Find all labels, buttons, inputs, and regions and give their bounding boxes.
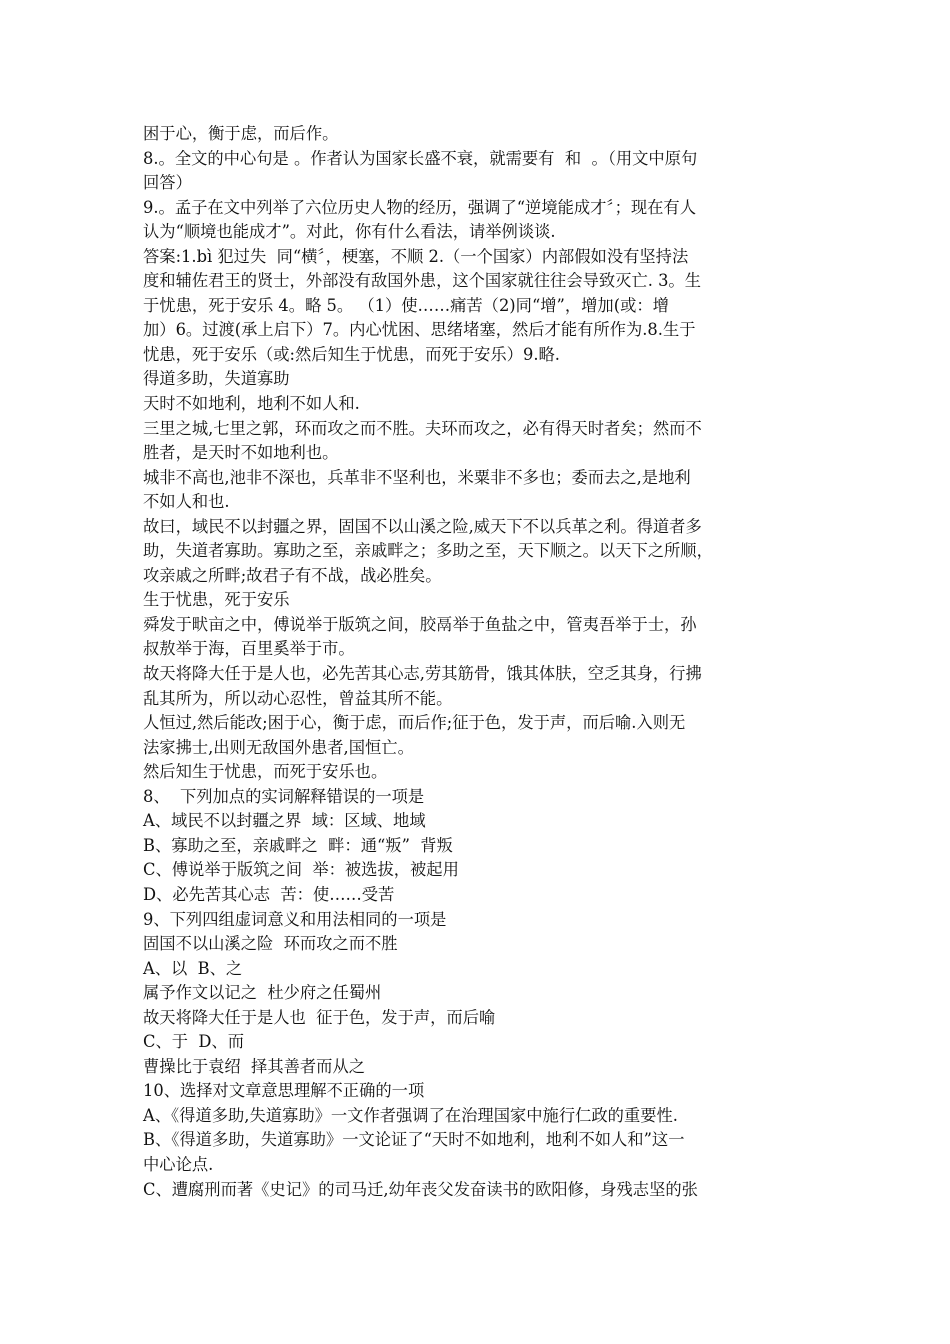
option-line: C、于 D、而 bbox=[143, 1032, 244, 1052]
question-line: 9、下列四组虚词意义和用法相同的一项是 bbox=[143, 909, 447, 929]
text-line: 天时不如地利，地利不如人和. bbox=[143, 394, 360, 414]
text-line: 回答） bbox=[143, 173, 192, 193]
text-line: 城非不高也,池非不深也，兵革非不坚利也，米粟非不多也；委而去之,是地利 bbox=[143, 467, 691, 487]
question-line: 10、选择对文章意思理解不正确的一项 bbox=[143, 1081, 425, 1101]
text-line: 忧患，死于安乐（或:然后知生于忧患，而死于安乐）9.略. bbox=[143, 344, 560, 364]
question-line: 8、 下列加点的实词解释错误的一项是 bbox=[143, 786, 425, 806]
section-title: 得道多助，失道寡助 bbox=[143, 369, 290, 389]
text-line: 曹操比于袁绍 择其善者而从之 bbox=[143, 1056, 366, 1076]
text-line: 叔敖举于海，百里奚举于市。 bbox=[143, 639, 355, 659]
text-line: 三里之城,七里之郭，环而攻之而不胜。夫环而攻之，必有得天时者矣；然而不 bbox=[143, 418, 702, 438]
document-body bbox=[143, 122, 811, 1202]
option-line: C、遭腐刑而著《史记》的司马迁,幼年丧父发奋读书的欧阳修，身残志坚的张 bbox=[143, 1179, 698, 1199]
text-line: 度和辅佐君王的贤士，外部没有敌国外患，这个国家就往往会导致灭亡. 3。生 bbox=[143, 271, 701, 291]
text-line: 固国不以山溪之险 环而攻之而不胜 bbox=[143, 934, 398, 954]
option-line: A、以 B、之 bbox=[143, 958, 243, 978]
text-line: 于忧患，死于安乐 4。略 5。 （1）使……痛苦（2)同“增”，增加(或：增 bbox=[143, 295, 669, 315]
option-line: B、《得道多助，失道寡助》一文论证了“天时不如地利，地利不如人和”这一 bbox=[143, 1130, 685, 1150]
section-title: 生于忧患，死于安乐 bbox=[143, 590, 290, 610]
text-line: 乱其所为，所以动心忍性，曾益其所不能。 bbox=[143, 688, 453, 708]
text-line: 8.。全文的中心句是 。作者认为国家长盛不衰，就需要有 和 。（用文中原句 bbox=[143, 148, 698, 168]
text-line: 加）6。过渡(承上启下）7。内心忧困、思绪堵塞，然后才能有所作为.8.生于 bbox=[143, 320, 696, 340]
text-line: 9.。孟子在文中列举了六位历史人物的经历，强调了“逆境能成才〞；现在有人 bbox=[143, 197, 696, 217]
text-line: 人恒过,然后能改;困于心，衡于虑，而后作;征于色，发于声，而后喻.入则无 bbox=[143, 713, 686, 733]
option-line: A、《得道多助,失道寡助》一文作者强调了在治理国家中施行仁政的重要性. bbox=[143, 1105, 678, 1125]
text-line: 舜发于畎亩之中，傅说举于版筑之间，胶鬲举于鱼盐之中，管夷吾举于士，孙 bbox=[143, 614, 697, 634]
option-line: C、傅说举于版筑之间 举：被选拔，被起用 bbox=[143, 860, 459, 880]
text-line: 困于心，衡于虑，而后作。 bbox=[143, 124, 339, 143]
text-line: 认为“顺境也能成才”。对此，你有什么看法，请举例谈谈. bbox=[143, 222, 556, 242]
text-line: 不如人和也. bbox=[143, 492, 230, 512]
text-line: 中心论点. bbox=[143, 1154, 214, 1174]
text-line: 法家拂士,出则无敌国外患者,国恒亡。 bbox=[143, 737, 414, 757]
option-line: D、必先苦其心志 苦：使……受苦 bbox=[143, 884, 395, 904]
option-line: A、域民不以封疆之界 域：区域、地域 bbox=[143, 811, 426, 831]
text-line: 故天将降大任于是人也，必先苦其心志,劳其筋骨，饿其体肤，空乏其身，行拂 bbox=[143, 664, 702, 684]
text-line: 然后知生于忧患，而死于安乐也。 bbox=[143, 762, 388, 782]
text-line: 胜者，是天时不如地利也。 bbox=[143, 443, 339, 463]
text-line: 故曰，域民不以封疆之界，固国不以山溪之险,威天下不以兵革之利。得道者多 bbox=[143, 516, 702, 536]
option-line: B、寡助之至，亲戚畔之 畔：通“叛” 背叛 bbox=[143, 835, 453, 855]
text-line: 故天将降大任于是人也 征于色，发于声，而后喻 bbox=[143, 1007, 496, 1027]
text-line: 属予作文以记之 杜少府之任蜀州 bbox=[143, 983, 382, 1003]
text-line: 助，失道者寡助。寡助之至，亲戚畔之；多助之至，天下顺之。以天下之所顺， bbox=[143, 541, 713, 561]
text-line: 攻亲戚之所畔;故君子有不战，战必胜矣。 bbox=[143, 565, 442, 585]
text-line: 答案:1.bì 犯过失 同“横〞，梗塞，不顺 2.（一个国家）内部假如没有坚持法 bbox=[143, 246, 689, 266]
